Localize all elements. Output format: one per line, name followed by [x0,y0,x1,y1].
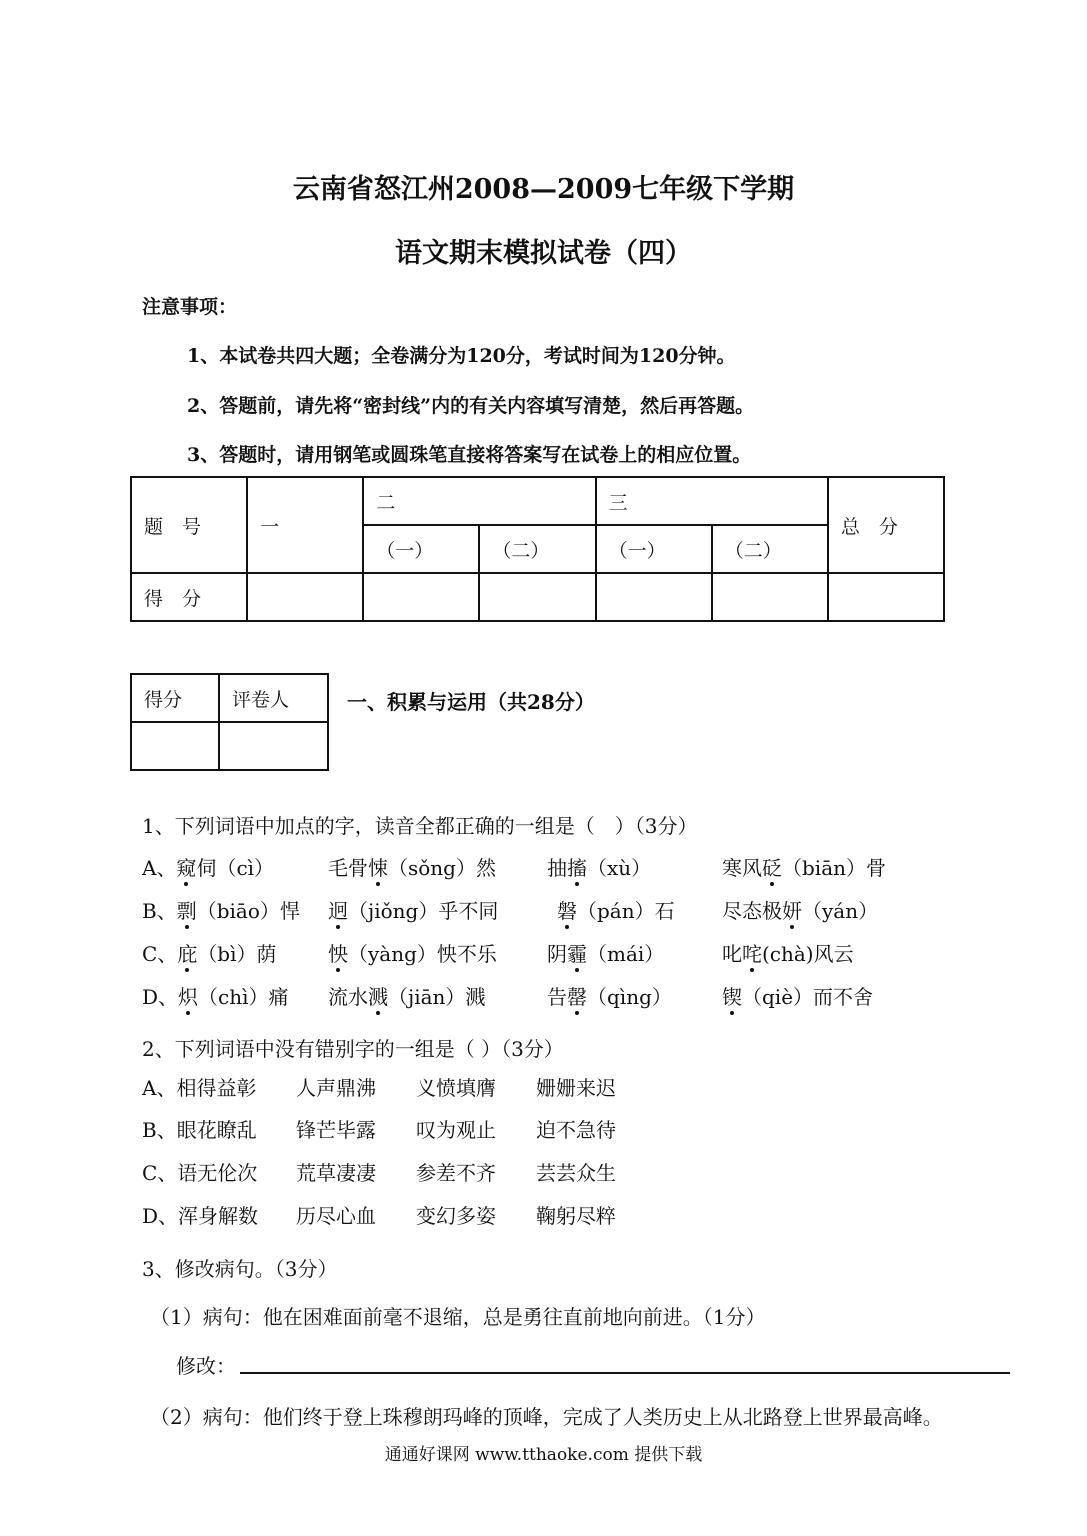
grader-header: 得分 [131,674,219,722]
option-item: 迫不急待 [536,1118,616,1142]
notice-item: 2、答题前，请先将“密封线”内的有关内容填写清楚，然后再答题。 [187,395,755,417]
option-item: 义愤填膺 [416,1076,496,1100]
footer: 通通好课网 www.tthaoke.com 提供下载 [384,1445,703,1465]
sub-header-cell: （一） [363,525,479,573]
option-item: 芸芸众生 [536,1161,616,1185]
option-d-2: 流水溅（jiān）溅 [328,985,486,1009]
option-item: 鞠躬尽粹 [536,1204,616,1228]
option-c-4: 叱咤(chà)风云 [722,942,854,966]
fix-label: 修改： [176,1354,236,1378]
option-item: 姗姗来迟 [536,1076,616,1100]
option-c-3: 阴霾（mái） [547,942,665,966]
option-a-4: 寒风砭（biān）骨 [722,856,887,880]
question-stem: 2、下列词语中没有错别字的一组是（ ）（3分） [142,1037,564,1061]
option-b-2: 迥（jiǒng）乎不同 [328,899,499,923]
option-c-1: C、庇（bì）荫 [142,942,277,966]
row-label: 得 分 [131,573,247,621]
exam-title: 云南省怒江州2008—2009七年级下学期 [292,174,795,205]
question-stem: 1、下列词语中加点的字，读音全都正确的一组是（ ）（3分） [142,814,698,838]
option-item: 历尽心血 [296,1204,376,1228]
grader-table [130,673,329,771]
sub-header-cell: （一） [596,525,712,573]
option-item: B、眼花瞭乱 [142,1118,257,1142]
score-cell[interactable] [712,573,828,621]
notice-item: 1、本试卷共四大题；全卷满分为120分，考试时间为120分钟。 [187,345,736,367]
option-item: A、相得益彰 [142,1076,257,1100]
option-d-3: 告罄（qìng） [547,985,672,1009]
header-cell: 三 [596,477,828,525]
score-table [130,476,945,622]
grader-cell[interactable] [131,722,219,770]
option-a-2: 毛骨悚（sǒng）然 [328,856,496,880]
option-c-2: 怏（yàng）怏不乐 [328,942,497,966]
score-cell[interactable] [479,573,595,621]
sub-header-cell: （二） [479,525,595,573]
option-b-4: 尽态极妍（yán） [722,899,879,923]
sentence-1: （1）病句：他在困难面前毫不退缩，总是勇往直前地向前进。（1分） [150,1305,766,1329]
option-item: 变幻多姿 [416,1204,496,1228]
header-cell: 总 分 [828,477,944,573]
option-item: 人声鼎沸 [296,1076,376,1100]
notice-heading: 注意事项： [142,296,238,318]
option-item: 荒草凄凄 [296,1161,376,1185]
option-b-1: B、剽（biāo）悍 [142,899,300,923]
option-a-3: 抽搐（xù） [547,856,652,880]
option-b-3: 磐（pán）石 [557,899,675,923]
option-item: 锋芒毕露 [296,1118,376,1142]
score-cell[interactable] [828,573,944,621]
header-cell: 题 号 [131,477,247,573]
sentence-2: （2）病句：他们终于登上珠穆朗玛峰的顶峰，完成了人类历史上从北路登上世界最高峰。 [150,1405,943,1429]
sub-header-cell: （二） [712,525,828,573]
answer-line[interactable] [240,1372,1010,1374]
option-item: D、浑身解数 [142,1204,259,1228]
score-cell[interactable] [363,573,479,621]
notice-item: 3、答题时，请用钢笔或圆珠笔直接将答案写在试卷上的相应位置。 [187,444,752,466]
header-cell: 一 [247,477,363,573]
option-d-1: D、炽（chì）痛 [142,985,289,1009]
option-item: 参差不齐 [416,1161,496,1185]
option-item: 叹为观止 [416,1118,496,1142]
grader-header: 评卷人 [219,674,328,722]
score-cell[interactable] [247,573,363,621]
option-a-1: A、窥伺（cì） [142,856,275,880]
exam-subtitle: 语文期末模拟试卷（四） [395,238,692,269]
score-cell[interactable] [596,573,712,621]
option-item: C、语无伦次 [142,1161,258,1185]
option-d-4: 锲（qiè）而不舍 [722,985,874,1009]
question-stem: 3、修改病句。（3分） [142,1257,338,1281]
header-cell: 二 [363,477,595,525]
section-heading: 一、积累与运用（共28分） [347,690,595,714]
grader-cell[interactable] [219,722,328,770]
